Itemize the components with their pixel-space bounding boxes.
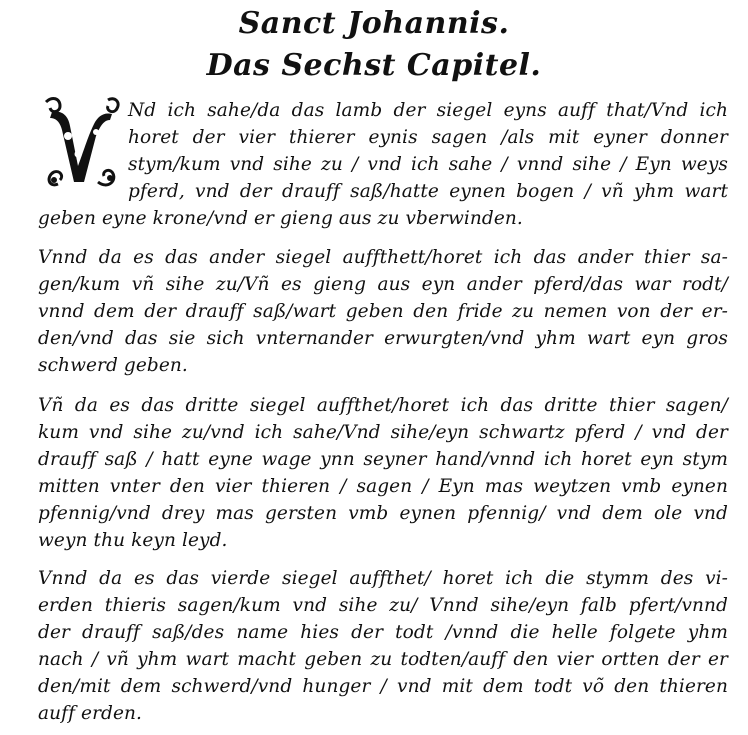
paragraph-3-line-6: weyn thu keyn leyd. (38, 530, 228, 551)
paragraph-3-line-1: Vñ da es das dritte siegel auffthet/horet ich das dritte thier sagen/ (38, 395, 728, 416)
paragraph-3-line-4: mitten vnter den vier thieren / sagen / Eyn mas weytzen vmb eynen (38, 476, 728, 497)
paragraph-4-line-5: den/mit dem schwerd/vnd hunger / vnd mit dem todt võ den thieren (38, 676, 728, 697)
paragraph-1 (38, 97, 728, 232)
paragraph-3-line-3: drauff saß / hatt eyne wage ynn seyner hand/vnnd ich horet eyn stym (38, 449, 728, 470)
paragraph-4-line-4: nach / vñ yhm wart macht geben zu todten/auff den vier ortten der er (38, 649, 728, 670)
paragraph-3-line-5: pfennig/vnd drey mas gersten vmb eynen pfennig/ vnd dem ole vnd (38, 503, 728, 524)
paragraph-2 (38, 244, 728, 379)
paragraph-4-line-2: erden thieris sagen/kum vnd sihe zu/ Vnnd sihe/eyn falb pfert/vnnd (38, 595, 728, 616)
paragraph-1-line-3: stym/kum vnd sihe zu / vnd ich sahe / vnnd sihe / Eyn weys (128, 154, 728, 175)
paragraph-2-line-5: schwerd geben. (38, 355, 188, 376)
paragraph-4 (38, 565, 728, 727)
paragraph-1-line-4: pferd, vnd der drauff saß/hatte eynen bogen / vñ yhm wart (128, 181, 728, 202)
paragraph-2-line-4: den/vnd das sie sich vnternander erwurgten/vnd yhm wart eyn gros (38, 328, 728, 349)
chapter-subtitle: Das Sechst Capitel. (206, 48, 542, 83)
paragraph-1-line-1: Nd ich sahe/da das lamb der siegel eyns auff that/Vnd ich (128, 100, 728, 121)
paragraph-4-line-1: Vnnd da es das vierde siegel auffthet/ horet ich die stymm des vi- (38, 568, 728, 589)
paragraph-2-line-2: gen/kum vñ sihe zu/Vñ es gieng aus eyn ander pferd/das war rodt/ (38, 274, 728, 295)
paragraph-2-line-1: Vnnd da es das ander siegel auffthett/horet ich das ander thier sa- (38, 247, 728, 268)
paragraph-3 (38, 392, 728, 554)
paragraph-3-line-2: kum vnd sihe zu/vnd ich sahe/Vnd sihe/eyn schwartz pferd / vnd der (38, 422, 728, 443)
chapter-title: Sanct Johannis. (238, 6, 510, 41)
paragraph-4-line-3: der drauff saß/des name hies der todt /vnnd die helle folgete yhm (38, 622, 728, 643)
paragraph-4-line-6: auff erden. (38, 703, 142, 724)
paragraph-1-line-5: geben eyne krone/vnd er gieng aus zu vberwinden. (38, 208, 523, 229)
paragraph-2-line-3: vnnd dem der drauff saß/wart geben den fride zu nemen von der er- (38, 301, 728, 322)
paragraph-1-line-2: horet der vier thierer eynis sagen /als mit eyner donner (128, 127, 728, 148)
